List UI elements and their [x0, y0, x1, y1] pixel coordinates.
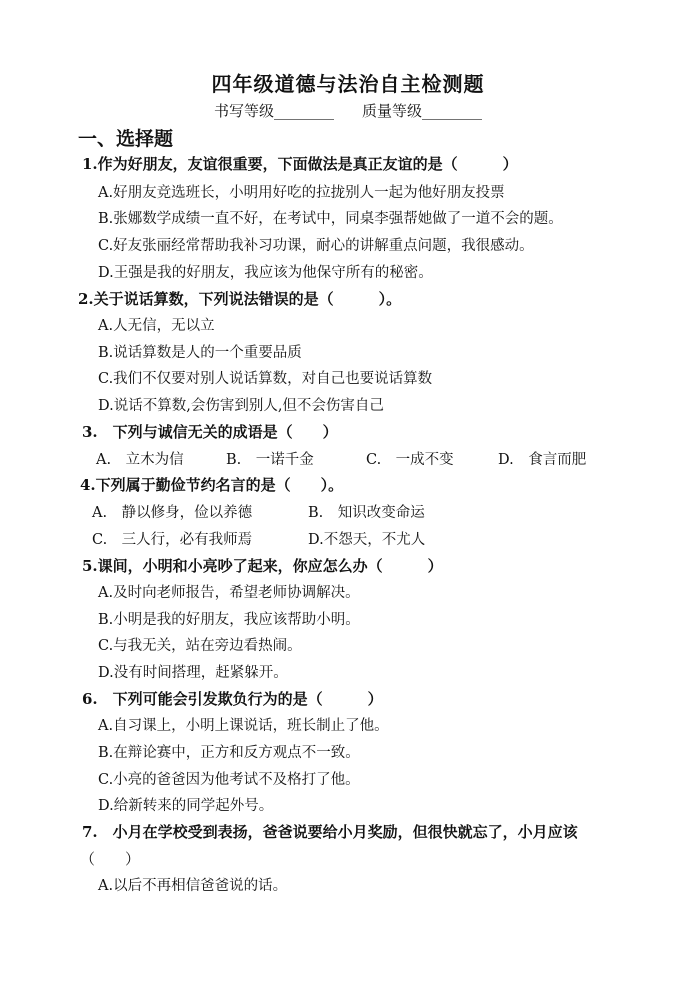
q5-option-c: C.与我无关，站在旁边看热闹。 — [98, 638, 302, 654]
q3-option-a: A. 立木为信 — [96, 452, 184, 468]
q6-option-c: C.小亮的爸爸因为他考试不及格打了他。 — [98, 772, 360, 788]
question-1: 1.作为好朋友，友谊很重要，下面做法是真正友谊的是（ ） — [82, 155, 518, 173]
q1-option-c: C.好友张丽经常帮助我补习功课，耐心的讲解重点问题，我很感动。 — [98, 238, 534, 254]
q3-option-b: B. 一诺千金 — [226, 452, 314, 468]
q5-option-d: D.没有时间搭理，赶紧躲开。 — [98, 665, 288, 681]
q6-option-b: B.在辩论赛中，正方和反方观点不一致。 — [98, 745, 360, 761]
grade-line — [0, 100, 696, 121]
q2-option-c: C.我们不仅要对别人说话算数，对自己也要说话算数 — [98, 371, 433, 387]
question-3: 3. 下列与诚信无关的成语是（ ） — [82, 423, 338, 441]
page-title: 四年级道德与法治自主检测题 — [211, 72, 485, 96]
q6-option-a: A.自习课上，小明上课说话，班长制止了他。 — [98, 718, 389, 734]
question-5: 5.课间，小明和小亮吵了起来，你应怎么办（ ） — [82, 557, 443, 575]
q1-option-a: A.好朋友竞选班长，小明用好吃的拉拢别人一起为他好朋友投票 — [98, 185, 505, 201]
question-7-answer-blank: （ ） — [80, 850, 141, 868]
q6-option-d: D.给新转来的同学起外号。 — [98, 798, 274, 814]
q4-option-d: D.不怨天，不尤人 — [308, 532, 426, 548]
q5-option-b: B.小明是我的好朋友，我应该帮助小明。 — [98, 612, 360, 628]
q3-option-c: C. 一成不变 — [366, 452, 454, 468]
q5-option-a: A.及时向老师报告，希望老师协调解决。 — [98, 585, 360, 601]
q1-option-b: B.张娜数学成绩一直不好，在考试中，同桌李强帮她做了一道不会的题。 — [98, 211, 563, 227]
q2-option-b: B.说话算数是人的一个重要品质 — [98, 345, 302, 361]
section-heading: 一、选择题 — [78, 128, 174, 150]
question-6: 6. 下列可能会引发欺负行为的是（ ） — [82, 690, 383, 708]
question-4: 4.下列属于勤俭节约名言的是（ ）。 — [80, 476, 344, 494]
q4-option-b: B. 知识改变命运 — [308, 505, 425, 521]
question-7: 7. 小月在学校受到表扬，爸爸说要给小月奖励，但很快就忘了，小月应该 — [82, 823, 578, 841]
q4-option-a: A. 静以修身，俭以养德 — [92, 505, 253, 521]
q1-option-d: D.王强是我的好朋友，我应该为他保守所有的秘密。 — [98, 265, 433, 281]
question-2: 2.关于说话算数，下列说法错误的是（ ）。 — [78, 290, 402, 308]
quality-grade-label: 质量等级________ — [362, 102, 483, 120]
q7-option-a: A.以后不再相信爸爸说的话。 — [98, 878, 288, 894]
q2-option-a: A.人无信，无以立 — [98, 318, 215, 334]
writing-grade-label: 书写等级________ — [213, 102, 334, 120]
q3-option-d: D. 食言而肥 — [498, 452, 587, 468]
q2-option-d: D.说话不算数,会伤害到别人,但不会伤害自己 — [98, 398, 384, 414]
q4-option-c: C. 三人行，必有我师焉 — [92, 532, 253, 548]
